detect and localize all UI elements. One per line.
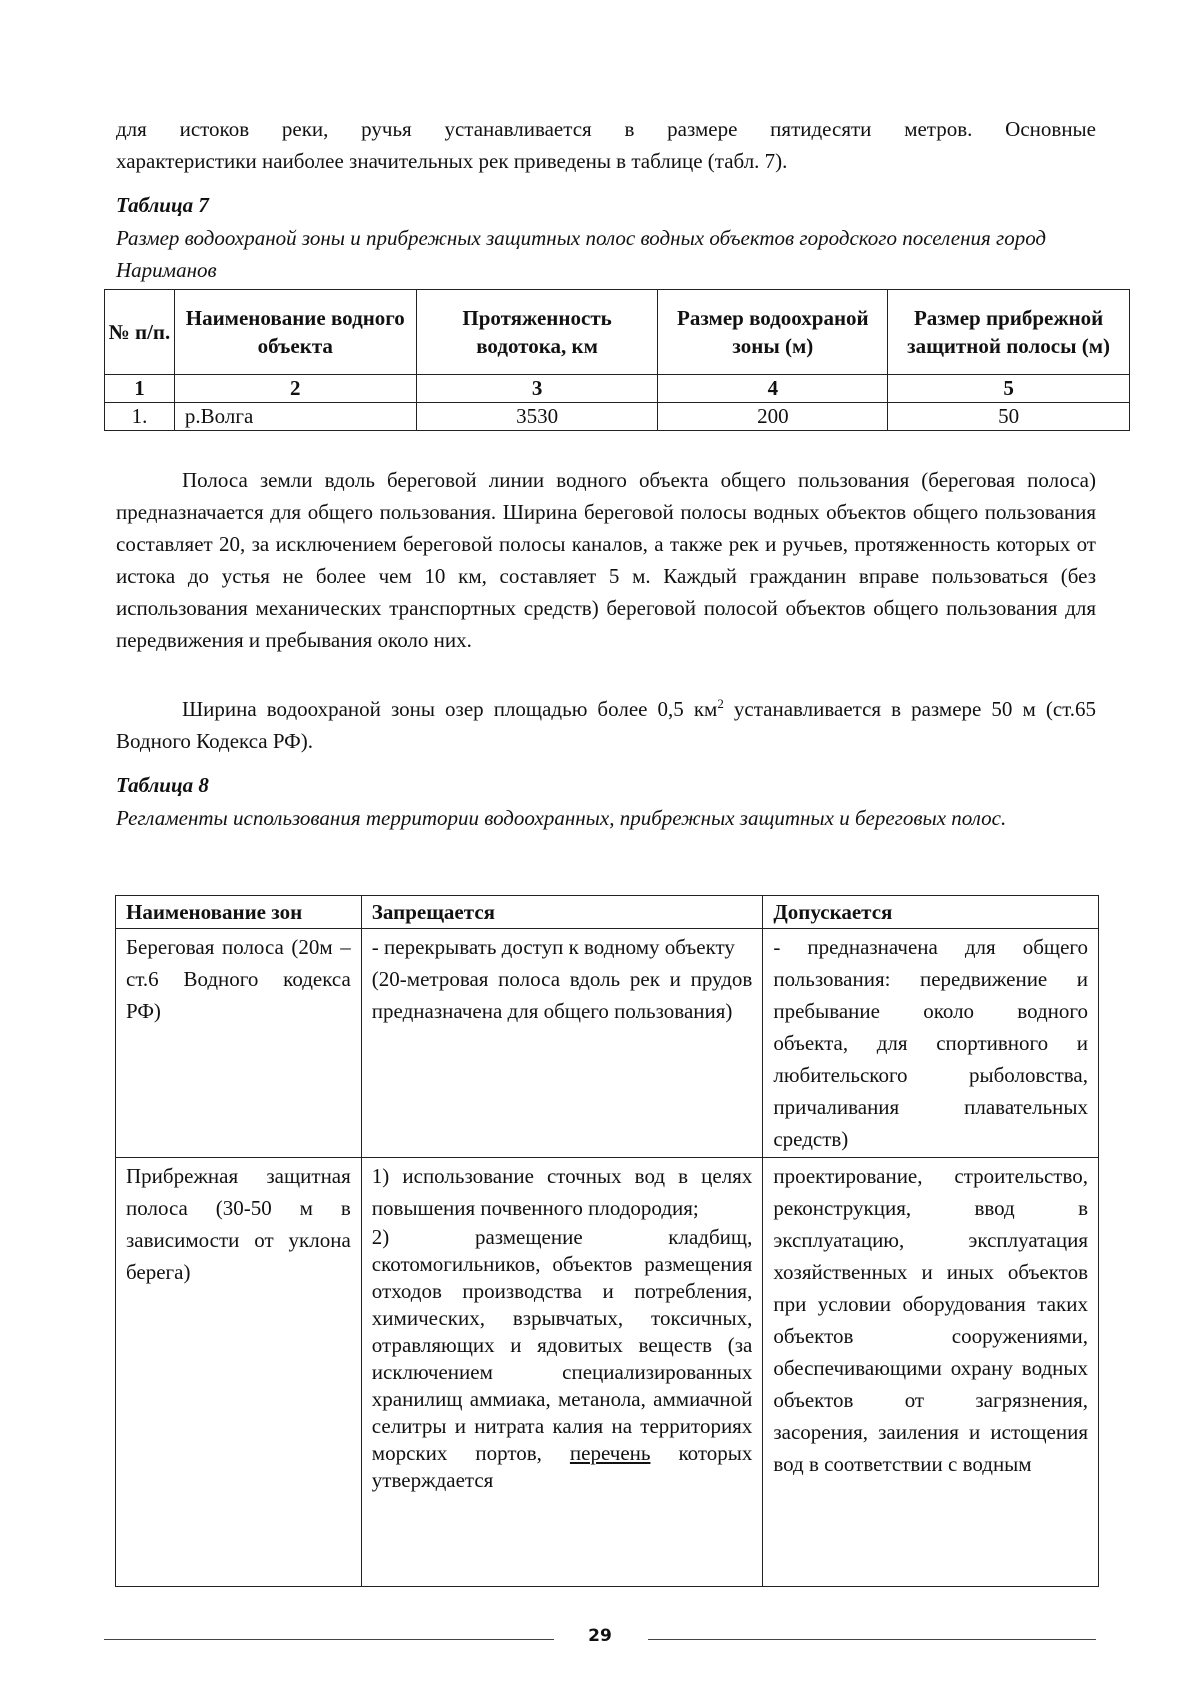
intro-line-2: характеристики наиболее значительных рек приведены в таблице (табл. 7). bbox=[116, 149, 788, 173]
table8-caption-title: Таблица 8 bbox=[116, 773, 209, 797]
superscript: 2 bbox=[717, 696, 724, 711]
body-paragraph-2 bbox=[116, 688, 1096, 757]
table7-header-cell: Протяженность водотока, км bbox=[416, 290, 658, 375]
footer-rule-right bbox=[648, 1639, 1096, 1640]
table8-allowed-cell: - предназначена для общего пользования: передвижение и пребывание около водного объекта, для спортивного и любительского рыболовства, причаливания плавательных средств) bbox=[763, 929, 1099, 1158]
prohibited-text-span: которых утверждается bbox=[371, 1441, 753, 1492]
prohibited-text bbox=[372, 1224, 753, 1494]
table8-zone-cell: Прибрежная защитная полоса (30-50 м в зависимости от уклона берега) bbox=[116, 1158, 362, 1587]
table7-col-number: 5 bbox=[888, 375, 1130, 403]
table-row bbox=[105, 403, 1130, 431]
table7-caption-text: Размер водоохраной зоны и прибрежных защитных полос водных объектов городского поселения город Нариманов bbox=[116, 226, 1047, 282]
table7-cell-index: 1. bbox=[105, 403, 175, 431]
page-number: 29 bbox=[588, 1626, 612, 1646]
table8-header-cell: Наименование зон bbox=[116, 896, 362, 929]
table-row bbox=[116, 929, 1099, 1158]
table7 bbox=[104, 289, 1130, 431]
table-row bbox=[116, 1158, 1099, 1587]
table7-cell-strip: 50 bbox=[888, 403, 1130, 431]
table7-header-row bbox=[105, 290, 1130, 375]
table7-cell-name: р.Волга bbox=[174, 403, 416, 431]
intro-line-1: для истоков реки, ручья устанавливается в размере пятидесяти метров. Основные bbox=[116, 117, 1096, 141]
prohibited-text-span: 2) размещение кладбищ, скотомогильников, объектов размещения отходов производства и потребления, химических, взрывчатых, токсичных, отравляющих и ядовитых веществ (за исключением специализированных хранилищ аммиака, метанола, аммиачной селитры и нитрата калия на территориях морских портов, bbox=[371, 1225, 753, 1465]
prohibited-text: 1) использование сточных вод в целях повышения почвенного плодородия; bbox=[371, 1164, 753, 1220]
perechen-link[interactable]: перечень bbox=[569, 1441, 651, 1465]
prohibited-text: (20-метровая полоса вдоль рек и прудов предназначена для общего пользования) bbox=[371, 967, 753, 1023]
table8-prohibited-cell bbox=[361, 1158, 763, 1587]
table8-caption-text: Регламенты использования территории водоохранных, прибрежных защитных и береговых полос. bbox=[116, 806, 1007, 830]
table7-col-number: 1 bbox=[105, 375, 175, 403]
table7-cell-length: 3530 bbox=[416, 403, 658, 431]
table7-header-cell: № п/п. bbox=[105, 290, 175, 375]
table7-col-number: 3 bbox=[416, 375, 658, 403]
table8-zone-cell: Береговая полоса (20м – ст.6 Водного кодекса РФ) bbox=[116, 929, 362, 1158]
table7-header-cell: Размер прибрежной защитной полосы (м) bbox=[888, 290, 1130, 375]
table7-header-cell: Наименование водного объекта bbox=[174, 290, 416, 375]
table7-column-number-row bbox=[105, 375, 1130, 403]
table7-cell-zone: 200 bbox=[658, 403, 888, 431]
table8-header-cell: Запрещается bbox=[361, 896, 763, 929]
table8-allowed-cell: проектирование, строительство, реконструкция, ввод в эксплуатацию, эксплуатация хозяйственных и иных объектов при условии оборудования таких объектов сооружениями, обеспечивающими охрану водных объектов от загрязнения, засорения, заиления и истощения вод в соответствии с водным bbox=[763, 1158, 1099, 1587]
table8-header-row bbox=[116, 896, 1099, 929]
table8-prohibited-cell bbox=[361, 929, 763, 1158]
table7-caption-title: Таблица 7 bbox=[116, 193, 209, 217]
footer-rule-left bbox=[104, 1639, 554, 1640]
table8 bbox=[115, 895, 1099, 1587]
paragraph-text: устанавливается в размере 50 м (ст.65 Водного Кодекса РФ). bbox=[116, 697, 1096, 753]
table7-header-cell: Размер водоохраной зоны (м) bbox=[658, 290, 888, 375]
table7-col-number: 2 bbox=[174, 375, 416, 403]
table7-col-number: 4 bbox=[658, 375, 888, 403]
paragraph-text: Ширина водоохраной зоны озер площадью более 0,5 км bbox=[182, 697, 718, 721]
table8-header-cell: Допускается bbox=[763, 896, 1099, 929]
prohibited-text: - перекрывать доступ к водному объекту bbox=[371, 935, 735, 959]
body-paragraph-1: Полоса земли вдоль береговой линии водного объекта общего пользования (береговая полоса) предназначается для общего пользования. Ширина береговой полосы водных объектов общего пользования составляет 20, за исключением береговой полосы каналов, а также рек и ручьев, протяженность которых от истока до устья не более чем 10 км, составляет 5 м. Каждый гражданин вправе пользоваться (без использования механических транспортных средств) береговой полосой объектов общего пользования для передвижения и пребывания около них. bbox=[116, 468, 1096, 652]
